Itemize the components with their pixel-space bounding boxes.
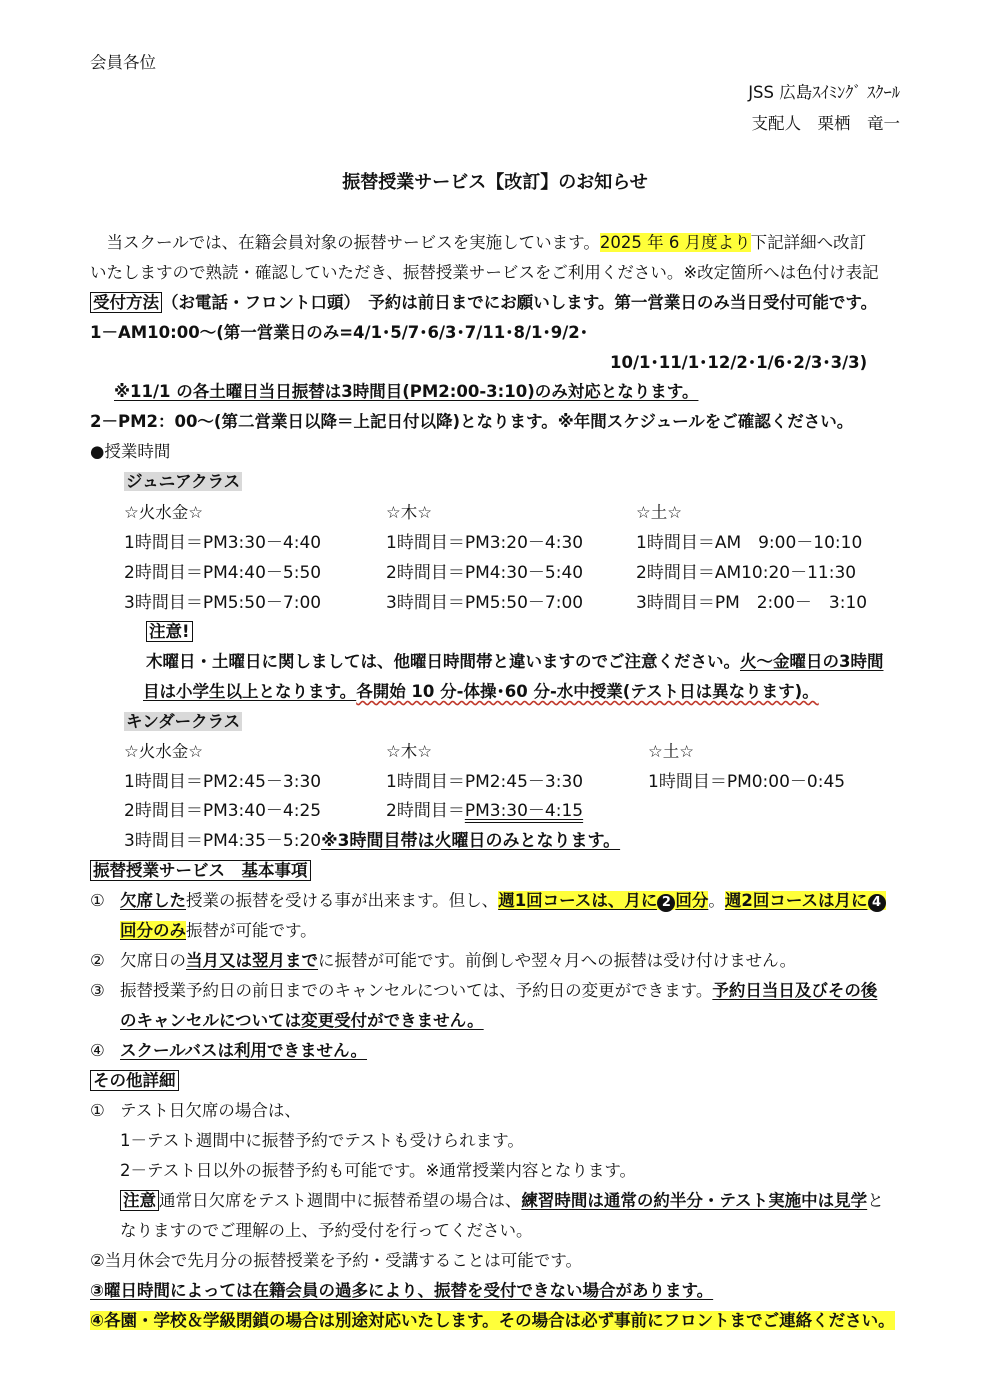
other-caution-line-2: なりますのでご理解の上、予約受付を行ってください。 — [120, 1221, 533, 1240]
intro-line-1 — [90, 232, 866, 254]
other-item-1-num: ① — [90, 1101, 105, 1120]
intro-highlight-date: 2025 年 6 月度より — [599, 233, 751, 252]
junior-thu-p1: 1時間目＝PM3:20－4:30 — [386, 533, 584, 553]
reception-time-1-dates: 10/1･11/1･12/2･1/6･2/3･3/3) — [610, 353, 868, 372]
junior-day-thu: ☆木☆ — [386, 503, 433, 522]
intro-text-b: 下記詳細へ改訂 — [750, 233, 867, 252]
other-item-4: ④各園・学校＆学級閉鎖の場合は別途対応いたします。その場合は必ず事前にフロントまでご連絡ください。 — [90, 1311, 895, 1330]
kinder-day-weekdays: ☆火水金☆ — [124, 742, 204, 761]
junior-sat-p2: 2時間目＝AM10:20－11:30 — [636, 563, 857, 583]
addressee: 会員各位 — [90, 53, 156, 72]
other-item-3: ③曜日時間によっては在籍会員の過多により、振替を受付できない場合があります。 — [90, 1281, 714, 1300]
basics-item-4: スクールバスは利用できません。 — [120, 1041, 368, 1060]
other-caution-label: 注意 — [120, 1190, 159, 1211]
circled-four: 4 — [868, 894, 886, 912]
other-item-1-sub-2: 2－テスト日以外の振替予約も可能です。※通常授業内容となります。 — [120, 1161, 637, 1180]
junior-day-sat: ☆土☆ — [636, 503, 683, 522]
junior-weekdays-p3: 3時間目＝PM5:50－7:00 — [124, 593, 322, 613]
reception-text: （お電話・フロント口頭） 予約は前日までにお願いします。第一営業日のみ当日受付可能です。 — [162, 293, 878, 312]
other-item-1: テスト日欠席の場合は、 — [120, 1101, 301, 1120]
junior-thu-p2: 2時間目＝PM4:30－5:40 — [386, 563, 584, 583]
basics-item-1-line-2: 回分のみ振替が可能です。 — [120, 921, 317, 940]
other-item-2: ②当月休会で先月分の振替授業を予約・受講することは可能です。 — [90, 1251, 582, 1270]
junior-caution-line-2: 目は小学生以上となります。各開始 10 分-体操･60 分-水中授業(テスト日は異なります)。 — [143, 682, 819, 701]
other-item-1-sub-1: 1－テスト週間中に振替予約でテストも受けられます。 — [120, 1131, 524, 1150]
reception-line — [90, 292, 877, 314]
organization-name: JSS 広島ｽｲﾐﾝｸﾞ ｽｸｰﾙ — [748, 83, 900, 102]
basics-heading: 振替授業サービス 基本事項 — [90, 860, 311, 882]
reception-label: 受付方法 — [90, 292, 162, 313]
junior-caution-label: 注意! — [146, 621, 193, 643]
junior-sat-p3: 3時間目＝PM 2:00－ 3:10 — [636, 593, 868, 613]
signer-name: 支配人 栗栖 竜一 — [751, 114, 900, 133]
junior-day-weekdays: ☆火水金☆ — [124, 503, 204, 522]
basics-item-2-num: ② — [90, 951, 105, 970]
other-caution-line-1: 注意 通常日欠席をテスト週間中に振替希望の場合は、練習時間は通常の約半分・テスト実施中は見学と — [120, 1190, 884, 1212]
class-time-heading: ●授業時間 — [90, 442, 171, 461]
kinder-weekdays-p2: 2時間目＝PM3:40－4:25 — [124, 801, 322, 821]
kinder-weekdays-p3-line: 3時間目＝PM4:35－5:20※3時間目帯は火曜日のみとなります。 — [124, 831, 621, 851]
intro-text-a: 当スクールでは、在籍会員対象の振替サービスを実施しています。 — [90, 233, 600, 252]
junior-caution-line-1: 木曜日・土曜日に関しましては、他曜日時間帯と違いますのでご注意ください。火～金曜日の3時間 — [146, 652, 884, 671]
kinder-weekdays-p1: 1時間目＝PM2:45－3:30 — [124, 772, 322, 792]
reception-note: ※11/1 の各土曜日当日振替は3時間目(PM2:00-3:10)のみ対応となります。 — [114, 382, 699, 401]
reception-time-1: 1－AM10:00～(第一営業日のみ=4/1･5/7･6/3･7/11･8/1･9/2･ — [90, 323, 588, 342]
kinder-thu-p2: 2時間目＝PM3:30－4:15 — [386, 801, 584, 821]
kinder-day-thu: ☆木☆ — [386, 742, 433, 761]
basics-item-2: 欠席日の当月又は翌月までに振替が可能です。前倒しや翌々月への振替は受け付けません。 — [120, 951, 797, 970]
other-heading: その他詳細 — [90, 1070, 179, 1092]
basics-item-3-line-1: 振替授業予約日の前日までのキャンセルについては、予約日の変更ができます。予約日当日及びその後 — [120, 981, 878, 1000]
basics-item-3-line-2: のキャンセルについては変更受付ができません。 — [120, 1011, 484, 1030]
kinder-class-label: キンダークラス — [126, 712, 241, 731]
document-title: 振替授業サービス【改訂】のお知らせ — [342, 172, 648, 193]
circled-two: 2 — [657, 894, 675, 912]
junior-class-label: ジュニアクラス — [126, 472, 241, 491]
junior-weekdays-p1: 1時間目＝PM3:30－4:40 — [124, 533, 322, 553]
intro-line-2: いたしますので熟読・確認していただき、振替授業サービスをご利用ください。※改定箇所へは色付け表記 — [90, 263, 879, 282]
basics-item-3-num: ③ — [90, 981, 105, 1000]
kinder-note: ※3時間目帯は火曜日のみとなります。 — [321, 831, 621, 851]
kinder-sat-p1: 1時間目＝PM0:00－0:45 — [648, 772, 846, 792]
kinder-thu-p1: 1時間目＝PM2:45－3:30 — [386, 772, 584, 792]
basics-item-4-num: ④ — [90, 1041, 105, 1060]
junior-sat-p1: 1時間目＝AM 9:00－10:10 — [636, 533, 863, 553]
reception-time-2: 2－PM2：00～(第二営業日以降＝上記日付以降)となります。※年間スケジュールをご確認ください。 — [90, 412, 854, 431]
kinder-day-sat: ☆土☆ — [648, 742, 695, 761]
basics-item-1-line-1: 欠席した授業の振替を受ける事が出来ます。但し、週1回コースは、月に 2 回分。週2回コースは月に 4 — [120, 890, 886, 912]
basics-item-1-num: ① — [90, 891, 105, 910]
junior-weekdays-p2: 2時間目＝PM4:40－5:50 — [124, 563, 322, 583]
junior-thu-p3: 3時間目＝PM5:50－7:00 — [386, 593, 584, 613]
